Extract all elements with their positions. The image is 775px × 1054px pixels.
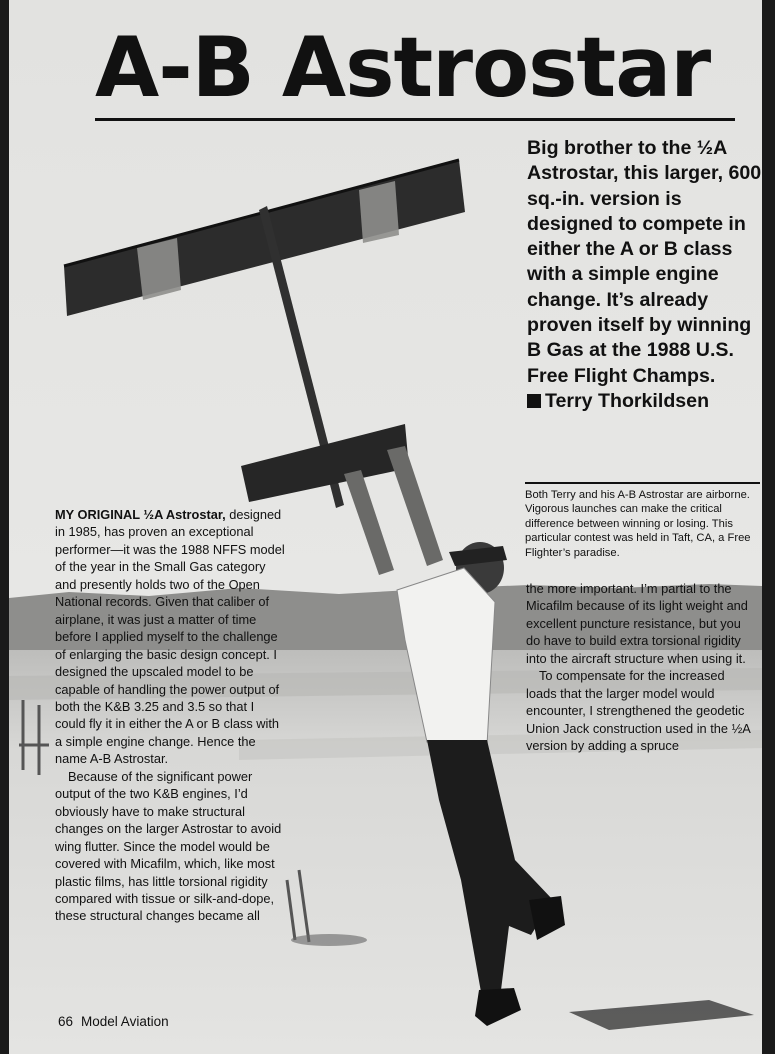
body-column-right [526,580,758,755]
run-in-head: MY ORIGINAL ½A Astrostar, [55,507,226,522]
body-paragraph [55,506,287,768]
square-bullet-icon [527,394,541,408]
photo-caption: Both Terry and his A-B Astrostar are airborne. Vigorous launches can make the critical difference between winning or losing. This particular contest was held in Taft, CA, a Free Flighter’s paradise. [525,489,751,559]
author-byline [527,389,762,414]
deck-text: Big brother to the ½A Astrostar, this larger, 600 sq.-in. version is designed to compete in either the A or B class with a simple engine change. It’s already proven itself by winning B Gas at the 1988 U.S. Free Flight Champs. [527,137,762,387]
author-name: Terry Thorkildsen [545,389,710,412]
article-title: A-B Astrostar [95,19,711,116]
page-number: 66 [58,1014,74,1029]
article-deck [527,136,762,414]
magazine-name: Model Aviation [81,1014,169,1029]
body-column-left [55,506,287,925]
title-rule [95,118,735,121]
paragraph-text: designed in 1985, has proven an exceptional performer—it was the 1988 NFFS model of the year in the Small Gas category and presently holds two of the Open National records. Given that caliber of airplane, it was just a matter of time before I applied myself to the challenge of enlarging the basic design concept. I designed the upscaled model to be capable of handling the power output of both the K&B 3.25 and 3.5 so that I could fly it in either the A or B class with a simple engine change. Hence the name A-B Astrostar. [55,507,285,767]
magazine-page [9,0,762,1054]
body-paragraph: the more important. I’m partial to the Micafilm because of its light weight and excellent puncture resistance, but you do have to build extra torsional rigidity into the aircraft structure when using it. [526,581,748,666]
body-paragraph: Because of the significant power output of the two K&B engines, I’d obviously have to make structural changes on the larger Astrostar to avoid wing flutter. Since the model would be covered with Micafilm, which, like most plastic films, has little torsional rigidity compared with tissue or silk-and-dope, these structural changes became all [55,768,282,924]
page-footer [58,1014,177,1029]
caption-rule [525,482,760,484]
body-paragraph: To compensate for the increased loads that the larger model would encounter, I strengthened the geodetic Union Jack construction used in the ½A version by adding a spruce [526,668,751,754]
